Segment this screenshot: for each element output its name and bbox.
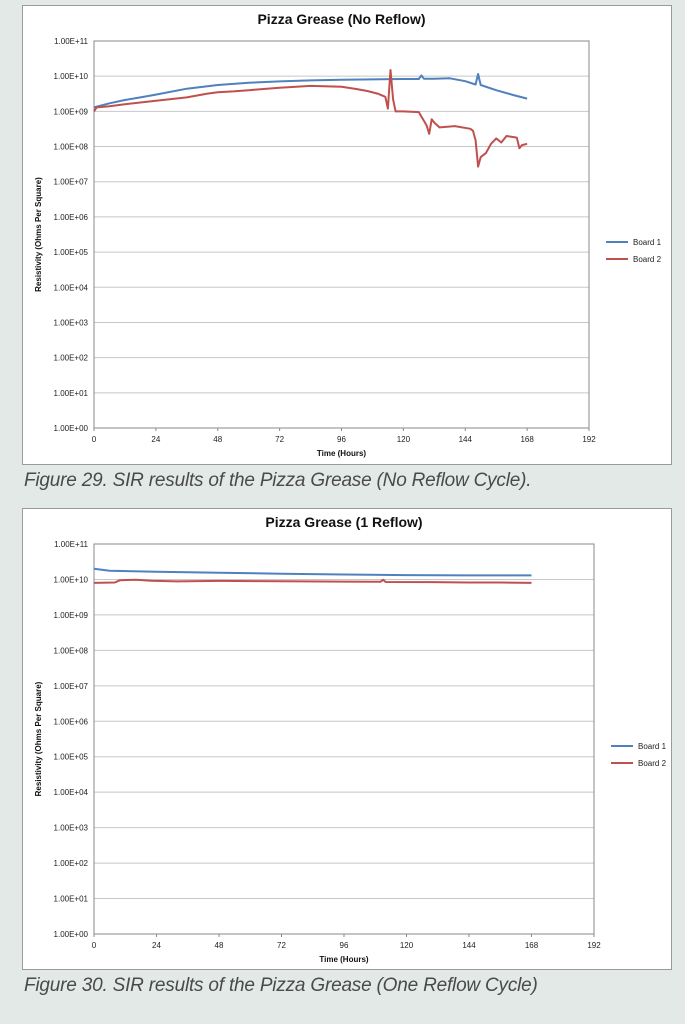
y-tick-label: 1.00E+09: [53, 610, 88, 620]
y-tick-label: 1.00E+04: [53, 788, 88, 798]
y-tick-label: 1.00E+03: [53, 318, 88, 328]
chart-title: Pizza Grease (1 Reflow): [265, 514, 423, 530]
y-axis-label: Resistivity (Ohms Per Square): [34, 681, 43, 797]
series-line-board-1: [94, 569, 532, 576]
x-tick-label: 48: [213, 435, 223, 444]
x-axis-label: Time (Hours): [319, 955, 369, 964]
y-tick-label: 1.00E+04: [53, 283, 88, 293]
y-tick-label: 1.00E+08: [53, 646, 88, 656]
y-tick-label: 1.00E+02: [53, 353, 88, 363]
x-tick-label: 72: [277, 941, 286, 950]
y-tick-label: 1.00E+07: [53, 177, 88, 187]
y-tick-label: 1.00E+06: [53, 212, 88, 222]
chart-panel-one-reflow: [22, 508, 672, 970]
chart-no-reflow: [23, 6, 673, 466]
y-tick-label: 1.00E+10: [53, 575, 88, 585]
y-tick-label: 1.00E+05: [53, 248, 88, 258]
series-line-board-1: [94, 74, 527, 107]
y-tick-label: 1.00E+02: [53, 859, 88, 869]
y-tick-label: 1.00E+00: [53, 930, 88, 939]
x-tick-label: 48: [214, 941, 224, 950]
series-line-board-2: [94, 70, 527, 167]
y-tick-label: 1.00E+01: [53, 894, 88, 904]
legend-label: Board 2: [633, 255, 662, 264]
x-tick-label: 192: [582, 435, 596, 444]
chart-panel-no-reflow: [22, 5, 672, 465]
x-tick-label: 192: [587, 941, 601, 950]
x-tick-label: 24: [151, 435, 161, 444]
legend-label: Board 1: [633, 238, 662, 247]
x-axis-label: Time (Hours): [316, 449, 367, 458]
x-tick-label: 24: [152, 941, 161, 950]
chart-title: Pizza Grease (No Reflow): [257, 11, 426, 27]
x-tick-label: 0: [91, 435, 97, 444]
y-tick-label: 1.00E+10: [53, 72, 88, 82]
y-axis-label: Resistivity (Ohms Per Square): [34, 177, 43, 292]
x-tick-label: 120: [399, 941, 414, 950]
y-tick-label: 1.00E+05: [53, 752, 88, 762]
y-tick-label: 1.00E+06: [53, 717, 88, 727]
legend-label: Board 1: [638, 742, 667, 751]
plot-area: [94, 544, 594, 934]
x-tick-label: 120: [396, 435, 411, 444]
y-tick-label: 1.00E+03: [53, 823, 88, 833]
x-tick-label: 168: [524, 941, 539, 950]
x-tick-label: 96: [339, 941, 349, 950]
x-tick-label: 72: [275, 435, 285, 444]
x-tick-label: 96: [337, 435, 346, 444]
x-tick-label: 144: [458, 435, 472, 444]
y-tick-label: 1.00E+07: [53, 681, 88, 691]
legend-label: Board 2: [638, 759, 667, 768]
chart-one-reflow: [23, 509, 673, 971]
y-tick-label: 1.00E+00: [53, 424, 88, 433]
x-tick-label: 144: [462, 941, 476, 950]
y-tick-label: 1.00E+08: [53, 142, 88, 152]
x-tick-label: 168: [520, 435, 534, 444]
y-tick-label: 1.00E+11: [54, 540, 88, 549]
series-line-board-2: [94, 580, 532, 583]
y-tick-label: 1.00E+01: [53, 388, 88, 398]
x-tick-label: 0: [91, 941, 97, 950]
y-tick-label: 1.00E+11: [54, 37, 88, 46]
figure-29-caption: Figure 29. SIR results of the Pizza Grease (No Reflow Cycle).: [24, 470, 532, 491]
y-tick-label: 1.00E+09: [53, 107, 88, 117]
figure-30-caption: Figure 30. SIR results of the Pizza Grease (One Reflow Cycle): [24, 975, 538, 996]
